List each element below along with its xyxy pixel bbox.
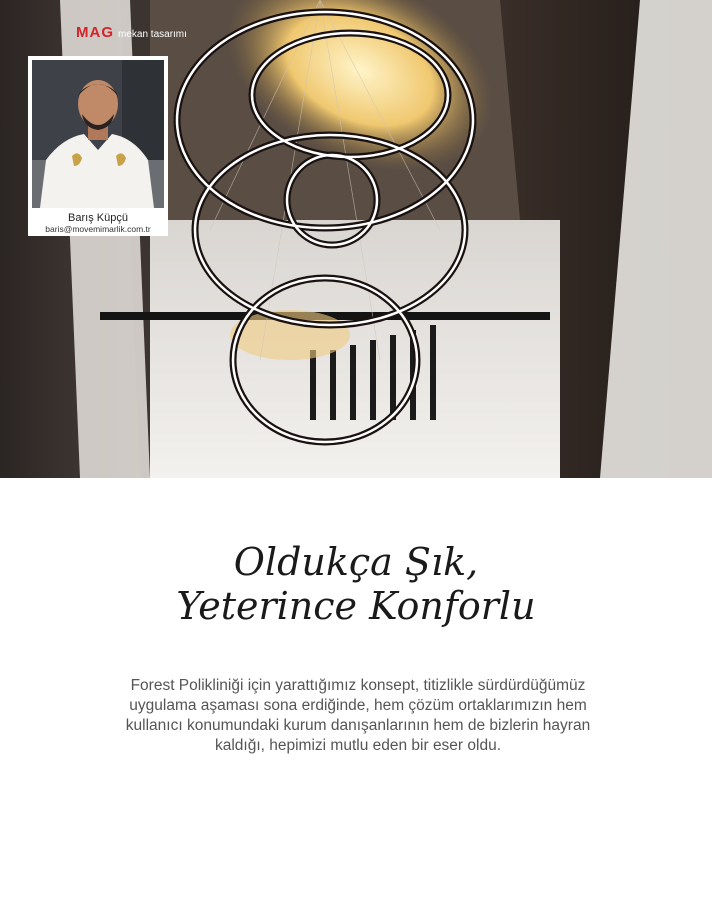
author-portrait-photo-icon	[32, 60, 164, 208]
headline-line-1: Oldukça Şık,	[233, 540, 479, 584]
article-intro: Forest Polikliniği için yarattığımız konsept, titizlikle sürdürdüğümüz uygulama aşaması sona erdiğinde, hem çözüm ortaklarımızın hem kullanıcı konumundaki kurum danışanlarının hem de bizlerin hayran kaldığı, hepimizi mutlu eden bir eser oldu.	[125, 677, 591, 754]
article-headline	[0, 540, 712, 628]
mag-logo: MAG	[76, 24, 114, 41]
masthead	[76, 24, 187, 41]
author-card	[28, 56, 168, 236]
author-email[interactable]: baris@movemimarlik.com.tr	[45, 224, 151, 234]
headline-line-2: Yeterince Konforlu	[176, 584, 536, 628]
author-name: Barış Küpçü	[68, 212, 128, 224]
section-label: mekan tasarımı	[118, 29, 187, 40]
